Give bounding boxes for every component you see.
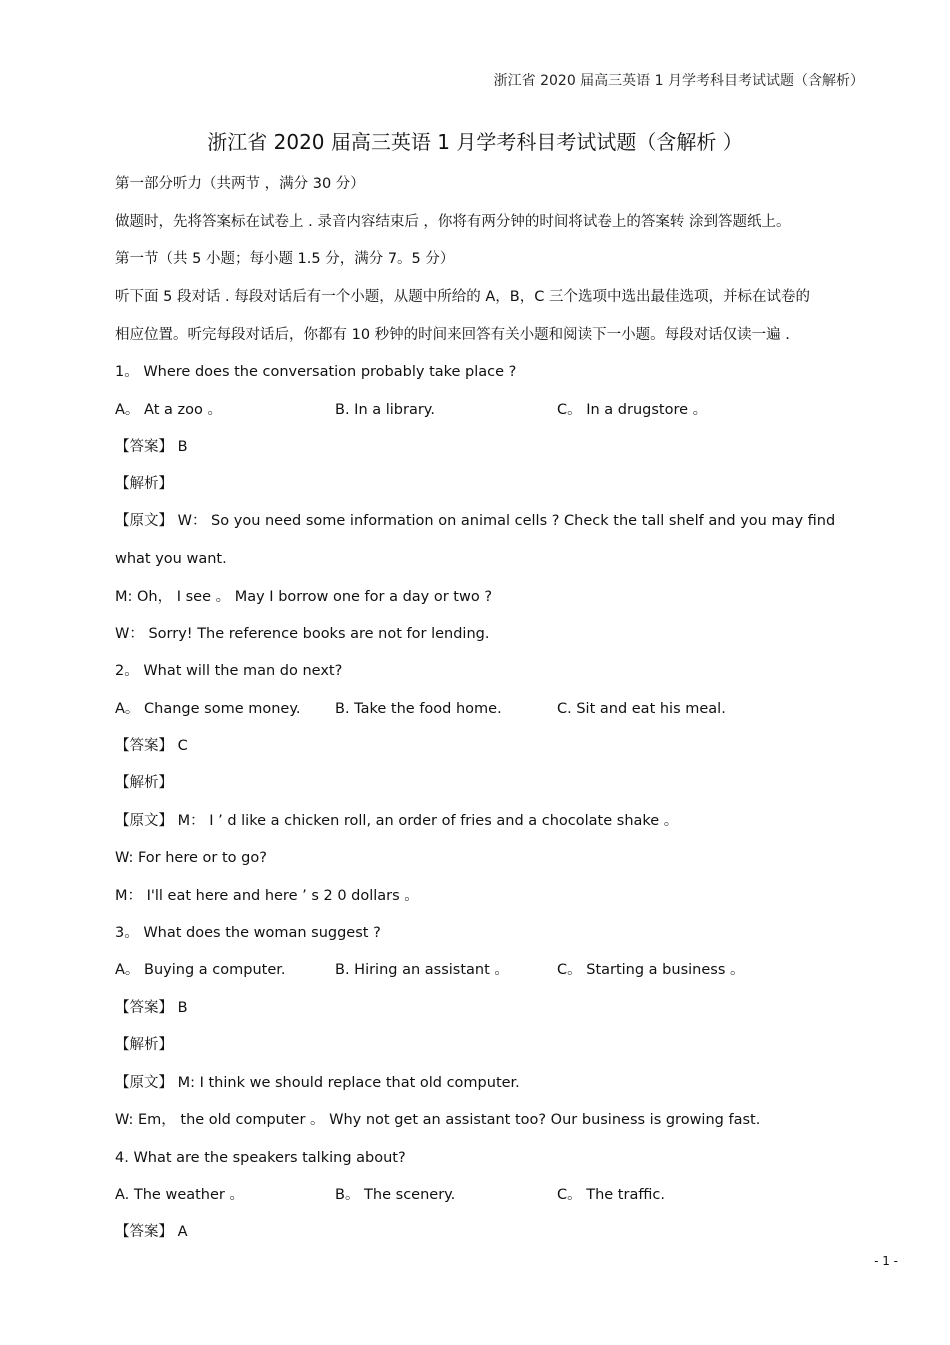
question-1: 1。 Where does the conversation probably take place ? <box>115 364 517 380</box>
q4-option-a: A. The weather 。 <box>115 1187 244 1203</box>
q2-transcript-line: W: For here or to go? <box>115 850 267 866</box>
directions-line-1: 听下面 5 段对话 . 每段对话后有一个小题，从题中所给的 A，B，C 三个选项中选出最佳选项，并标在试卷的 <box>115 289 810 305</box>
q3-transcript-line: W: Em， the old computer 。 Why not get an assistant too? Our business is growing fast. <box>115 1112 761 1128</box>
q3-transcript-line: 【原文】 M: I think we should replace that old computer. <box>115 1075 520 1091</box>
q1-option-c: C。 In a drugstore 。 <box>557 402 708 418</box>
q3-option-b: B. Hiring an assistant 。 <box>335 962 509 978</box>
page-number: - 1 - <box>874 1254 898 1268</box>
q1-analysis-label: 【解析】 <box>115 476 173 492</box>
instruction-text: 做题时，先将答案标在试卷上 . 录音内容结束后 ，你将有两分钟的时间将试卷上的答案转 涂到答题纸上。 <box>115 214 791 230</box>
q1-transcript-line: W： Sorry! The reference books are not for lending. <box>115 626 490 642</box>
question-4: 4. What are the speakers talking about? <box>115 1150 406 1166</box>
q3-answer: 【答案】 B <box>115 1000 188 1016</box>
question-2: 2。 What will the man do next? <box>115 663 343 679</box>
q2-option-b: B. Take the food home. <box>335 701 502 717</box>
q3-option-a: A。 Buying a computer. <box>115 962 286 978</box>
q1-answer: 【答案】 B <box>115 439 188 455</box>
q3-analysis-label: 【解析】 <box>115 1037 173 1053</box>
q2-option-c: C. Sit and eat his meal. <box>557 701 726 717</box>
q2-transcript-line: 【原文】 M： I ’ d like a chicken roll, an order of fries and a chocolate shake 。 <box>115 813 679 829</box>
question-3: 3。 What does the woman suggest ? <box>115 925 381 941</box>
q4-option-c: C。 The traffic. <box>557 1187 665 1203</box>
q2-answer: 【答案】 C <box>115 738 188 754</box>
q1-transcript-line: M: Oh， I see 。 May I borrow one for a day or two ? <box>115 589 493 605</box>
part-heading: 第一部分听力（共两节 ，满分 30 分） <box>115 176 365 192</box>
q1-transcript-line: 【原文】 W： So you need some information on animal cells ? Check the tall shelf and you may find <box>115 513 836 529</box>
section-heading: 第一节（共 5 小题；每小题 1.5 分，满分 7。5 分） <box>115 251 455 267</box>
q1-option-b: B. In a library. <box>335 402 435 418</box>
q2-transcript-line: M： I'll eat here and here ’ s 2 0 dollars 。 <box>115 888 419 904</box>
page-title: 浙江省 2020 届高三英语 1 月学考科目考试试题（含解析 ） <box>207 130 743 154</box>
running-header: 浙江省 2020 届高三英语 1 月学考科目考试试题（含解析） <box>493 73 864 89</box>
directions-line-2: 相应位置。听完每段对话后，你都有 10 秒钟的时间来回答有关小题和阅读下一小题。每段对话仅读一遍 . <box>115 327 790 343</box>
q2-option-a: A。 Change some money. <box>115 701 301 717</box>
q4-option-b: B。 The scenery. <box>335 1187 456 1203</box>
q2-analysis-label: 【解析】 <box>115 775 173 791</box>
q1-transcript-line: what you want. <box>115 551 227 567</box>
q3-option-c: C。 Starting a business 。 <box>557 962 745 978</box>
q4-answer: 【答案】 A <box>115 1224 188 1240</box>
q1-option-a: A。 At a zoo 。 <box>115 402 222 418</box>
